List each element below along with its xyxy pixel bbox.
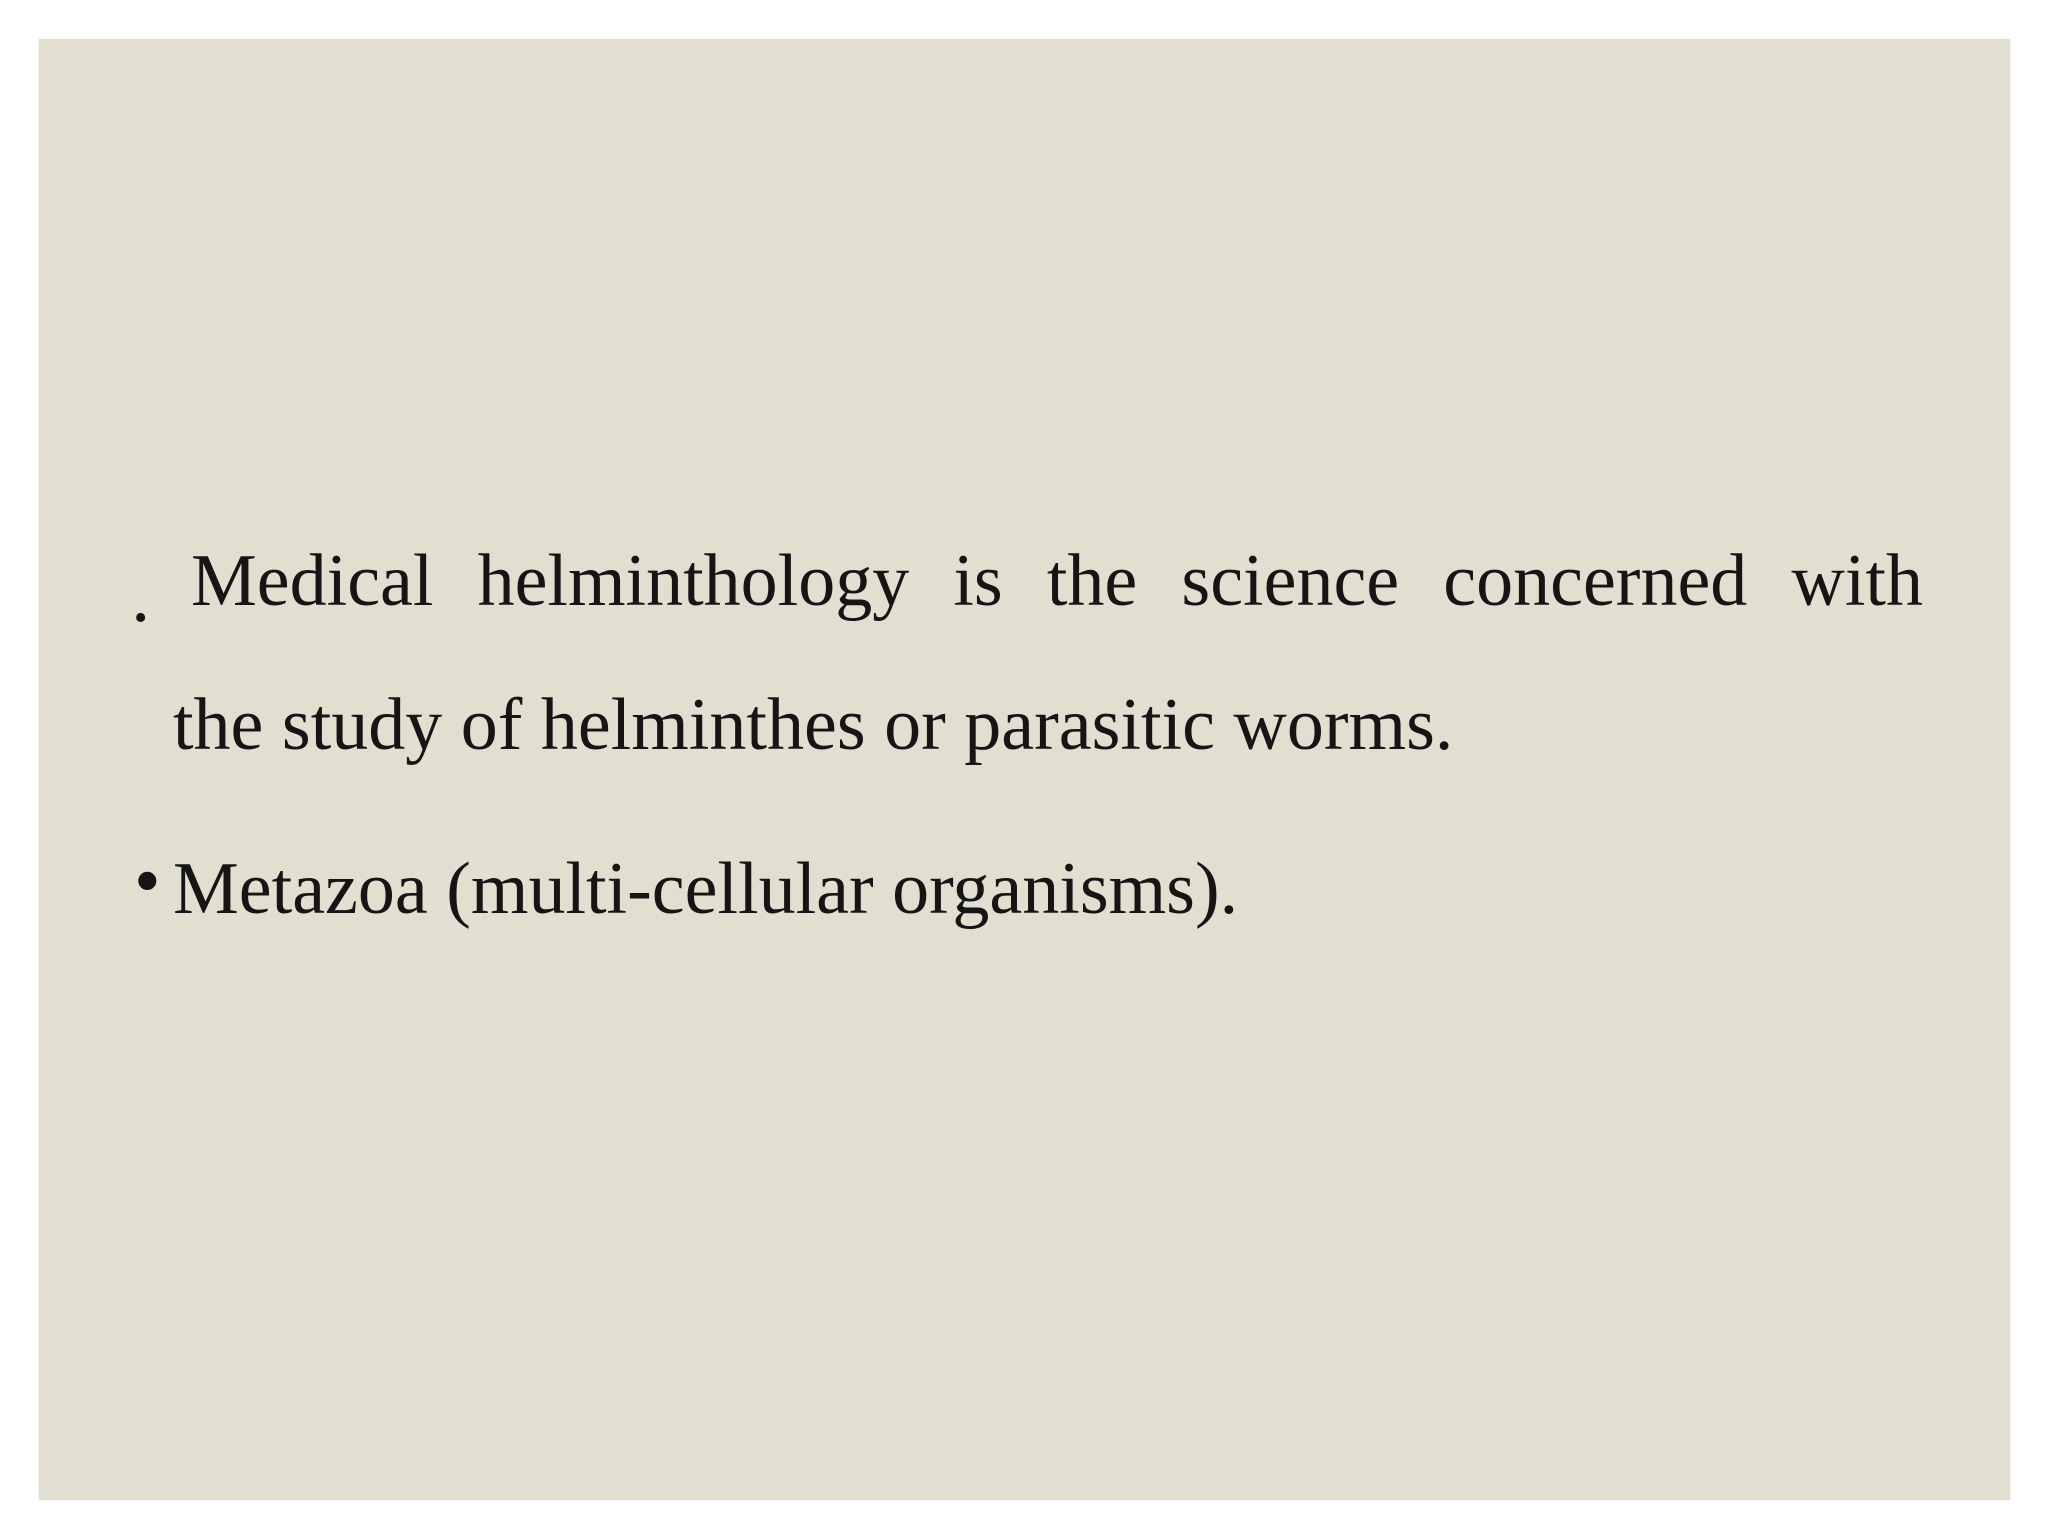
slide-content xyxy=(94,509,1974,961)
bullet-item-2 xyxy=(94,817,1974,961)
bullet-text-2: Metazoa (multi-cellular organisms). xyxy=(173,848,1239,930)
bullet-item-1 xyxy=(94,509,1974,797)
bullet-icon: • xyxy=(134,597,148,639)
bullet-text-1-line-2: the study of helminthes or parasitic worms. xyxy=(173,684,1454,766)
bullet-text-1-line-1: Medical helminthology is the science concerned with xyxy=(191,540,1923,622)
slide xyxy=(39,39,2010,1500)
bullet-text-1 xyxy=(173,509,1923,797)
bullet-icon: • xyxy=(134,839,161,923)
